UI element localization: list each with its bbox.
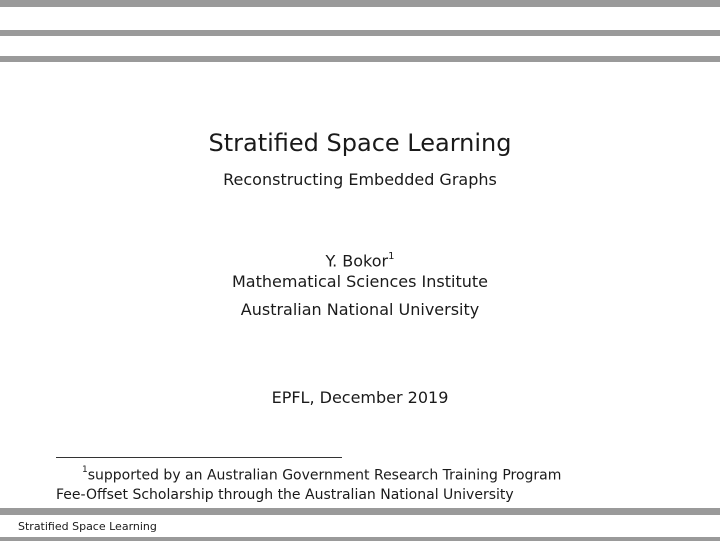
footnote-text-1: supported by an Australian Government Research Training Program: [87, 467, 562, 484]
slide-subtitle: Reconstructing Embedded Graphs: [223, 170, 497, 189]
author-name: Y. Bokor: [325, 251, 389, 271]
footnote-line-1: [82, 462, 561, 486]
institute-line-2: Australian National University: [240, 300, 480, 319]
footer-bar: [0, 508, 720, 515]
slide-date: EPFL, December 2019: [271, 388, 449, 407]
footnote-mark: 1: [82, 465, 88, 475]
institute-line-1: Mathematical Sciences Institute: [232, 272, 488, 291]
header-bar-middle: [0, 30, 720, 36]
author-footnote-mark: 1: [388, 251, 395, 262]
slide-title: Stratified Space Learning: [208, 129, 512, 157]
footnote-rule: [56, 457, 342, 458]
footer-short-title: Stratified Space Learning: [18, 520, 157, 533]
footer-bottom-bar: [0, 537, 720, 541]
header-bar-bottom: [0, 56, 720, 62]
header-bar-top: [0, 0, 720, 7]
footnote-line-2: Fee-Offset Scholarship through the Australian National University: [56, 487, 514, 503]
